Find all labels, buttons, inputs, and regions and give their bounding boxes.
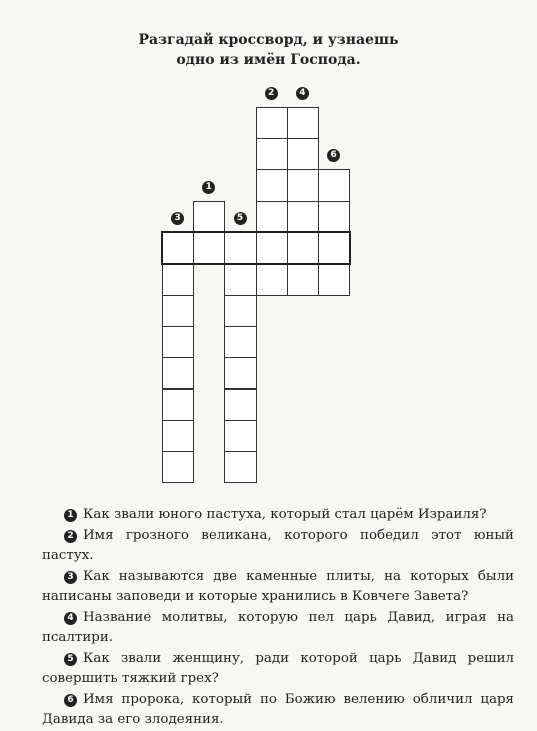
crossword-cell[interactable] xyxy=(162,326,194,358)
clue-2 xyxy=(42,526,514,567)
crossword-cell[interactable] xyxy=(256,263,288,295)
crossword-cell[interactable] xyxy=(162,357,194,389)
crossword-cell[interactable] xyxy=(193,201,225,233)
clue-number-4-icon: 4 xyxy=(296,87,309,100)
crossword-cell[interactable] xyxy=(256,169,288,201)
clue-text-3: Как называются две каменные плиты, на которых были написаны заповеди и которые хранились в Ковчеге Завета? xyxy=(42,568,514,604)
clue-number-3-icon: 3 xyxy=(171,212,184,225)
clue-text-4: Название молитвы, которую пел царь Давид, играя на псалтири. xyxy=(42,609,514,645)
clue-text-1: Как звали юного пастуха, который стал царём Израиля? xyxy=(83,507,487,522)
clue-text-5: Как звали женщину, ради которой царь Давид решил совершить тяжкий грех? xyxy=(42,650,514,686)
crossword-cell[interactable] xyxy=(287,232,319,264)
clue-number-5-icon: 5 xyxy=(64,653,77,666)
clue-number-3-icon: 3 xyxy=(64,571,77,584)
crossword-cell[interactable] xyxy=(224,451,256,483)
title-line-1: Разгадай кроссворд, и узнаешь xyxy=(138,32,399,48)
clue-6 xyxy=(42,690,514,731)
clue-number-6-icon: 6 xyxy=(327,149,340,162)
clue-number-1-icon: 1 xyxy=(202,181,215,194)
crossword-cell[interactable] xyxy=(162,295,194,327)
clue-1 xyxy=(42,505,514,526)
crossword-cell[interactable] xyxy=(256,232,288,264)
clue-number-2-icon: 2 xyxy=(64,530,77,543)
crossword-cell[interactable] xyxy=(162,389,194,421)
clue-list xyxy=(42,505,514,731)
clue-number-2-icon: 2 xyxy=(265,87,278,100)
crossword-cell[interactable] xyxy=(318,169,350,201)
clue-number-5-icon: 5 xyxy=(234,212,247,225)
crossword-cell[interactable] xyxy=(287,263,319,295)
crossword-cell[interactable] xyxy=(318,232,350,264)
crossword-cell[interactable] xyxy=(256,107,288,139)
clue-5 xyxy=(42,649,514,690)
clue-number-4-icon: 4 xyxy=(64,612,77,625)
clue-number-6-icon: 6 xyxy=(64,694,77,707)
crossword-cell[interactable] xyxy=(256,138,288,170)
clue-text-2: Имя грозного великана, которого победил этот юный пастух. xyxy=(42,527,514,563)
crossword-cell[interactable] xyxy=(224,357,256,389)
crossword-cell[interactable] xyxy=(318,263,350,295)
crossword-cell[interactable] xyxy=(224,263,256,295)
crossword-cell[interactable] xyxy=(256,201,288,233)
clue-3 xyxy=(42,567,514,608)
crossword-cell[interactable] xyxy=(224,420,256,452)
crossword-cell[interactable] xyxy=(162,420,194,452)
crossword-cell[interactable] xyxy=(287,138,319,170)
crossword-cell[interactable] xyxy=(224,389,256,421)
crossword-cell[interactable] xyxy=(162,232,194,264)
clue-number-1-icon: 1 xyxy=(64,509,77,522)
crossword-cell[interactable] xyxy=(162,451,194,483)
crossword-cell[interactable] xyxy=(287,169,319,201)
crossword-cell[interactable] xyxy=(287,201,319,233)
crossword-cell[interactable] xyxy=(162,263,194,295)
clue-text-6: Имя пророка, который по Божию велению обличил царя Давида за его злодеяния. xyxy=(42,691,514,727)
crossword-cell[interactable] xyxy=(224,295,256,327)
crossword-cell[interactable] xyxy=(224,232,256,264)
crossword-cell[interactable] xyxy=(318,201,350,233)
crossword-cell[interactable] xyxy=(287,107,319,139)
crossword-cell[interactable] xyxy=(224,326,256,358)
crossword-cell[interactable] xyxy=(193,232,225,264)
clue-4 xyxy=(42,608,514,649)
title-line-2: одно из имён Господа. xyxy=(176,52,361,68)
